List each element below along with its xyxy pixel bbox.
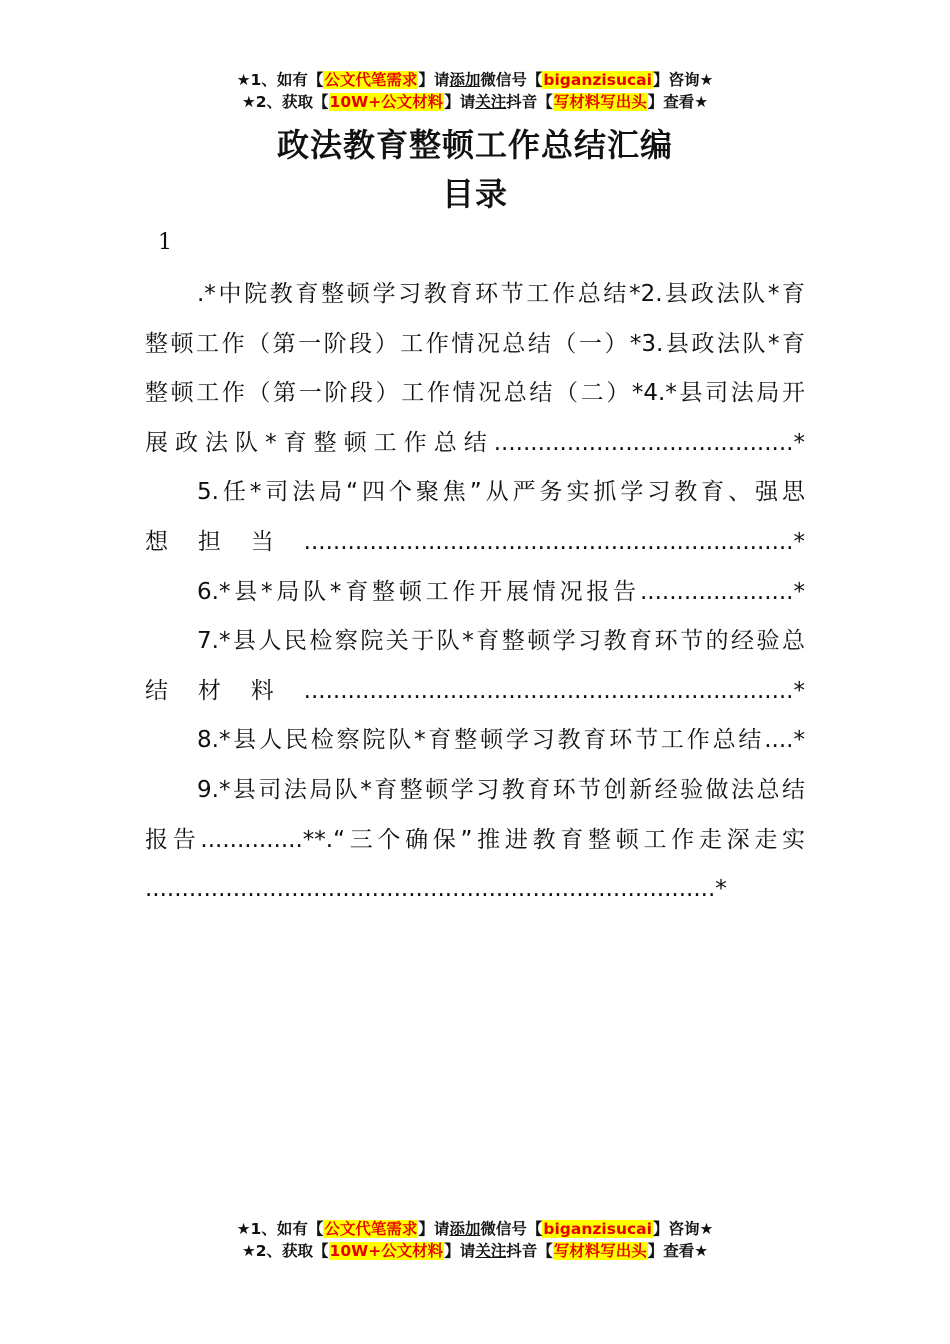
- promo-line-1: ★1、如有【公文代笔需求】请添加微信号【biganzisucai】咨询★: [236, 1220, 714, 1238]
- highlight-ghostwriting: 公文代笔需求: [324, 71, 418, 89]
- promo-line-2: ★2、获取【10W+公文材料】请关注抖音【写材料写出头】查看★: [241, 1242, 709, 1260]
- toc-line: 展政法队*育整顿工作总结.........................................*: [145, 429, 805, 456]
- toc-line: 6.*县*局队*育整顿工作开展情况报告.....................*: [197, 578, 805, 605]
- highlight-douyin: 写材料写出头: [553, 1242, 647, 1260]
- highlight-ghostwriting: 公文代笔需求: [324, 1220, 418, 1238]
- toc-line: 报告..............**.“三个确保”推进教育整顿工作走深走实: [145, 826, 805, 853]
- toc-line: .*中院教育整顿学习教育环节工作总结*2.县政法队*育: [197, 281, 805, 307]
- highlight-materials: 10W+公文材料: [329, 1242, 444, 1260]
- toc-heading: 目录: [441, 175, 508, 213]
- toc-line: 整顿工作（第一阶段）工作情况总结（一）*3.县政法队*育: [145, 330, 805, 357]
- highlight-wechat-id: biganzisucai: [543, 1220, 652, 1238]
- highlight-materials: 10W+公文材料: [329, 93, 444, 111]
- toc-line: ..............................................................................*: [145, 876, 727, 903]
- toc-line: 整顿工作（第一阶段）工作情况总结（二）*4.*县司法局开: [145, 380, 805, 407]
- toc-line: 9.*县司法局队*育整顿学习教育环节创新经验做法总结: [197, 776, 805, 803]
- promo-line-1: ★1、如有【公文代笔需求】请添加微信号【biganzisucai】咨询★: [236, 71, 714, 89]
- page-title: 政法教育整顿工作总结汇编: [276, 126, 673, 164]
- toc-line: 7.*县人民检察院关于队*育整顿学习教育环节的经验总: [197, 628, 805, 655]
- page-marker: 1: [158, 230, 172, 255]
- toc-line: 5.任*司法局“四个聚焦”从严务实抓学习教育、强思: [197, 479, 805, 506]
- highlight-douyin: 写材料写出头: [553, 93, 647, 111]
- toc-line: 结材料...................................................................*: [145, 677, 805, 704]
- toc-line: 想担当...................................................................*: [145, 528, 805, 555]
- table-of-contents: [145, 270, 805, 915]
- promo-footer: [0, 1218, 950, 1262]
- promo-header: [0, 69, 950, 113]
- highlight-wechat-id: biganzisucai: [543, 71, 652, 89]
- toc-line: 8.*县人民检察院队*育整顿学习教育环节工作总结....*: [197, 727, 805, 754]
- promo-line-2: ★2、获取【10W+公文材料】请关注抖音【写材料写出头】查看★: [241, 93, 709, 111]
